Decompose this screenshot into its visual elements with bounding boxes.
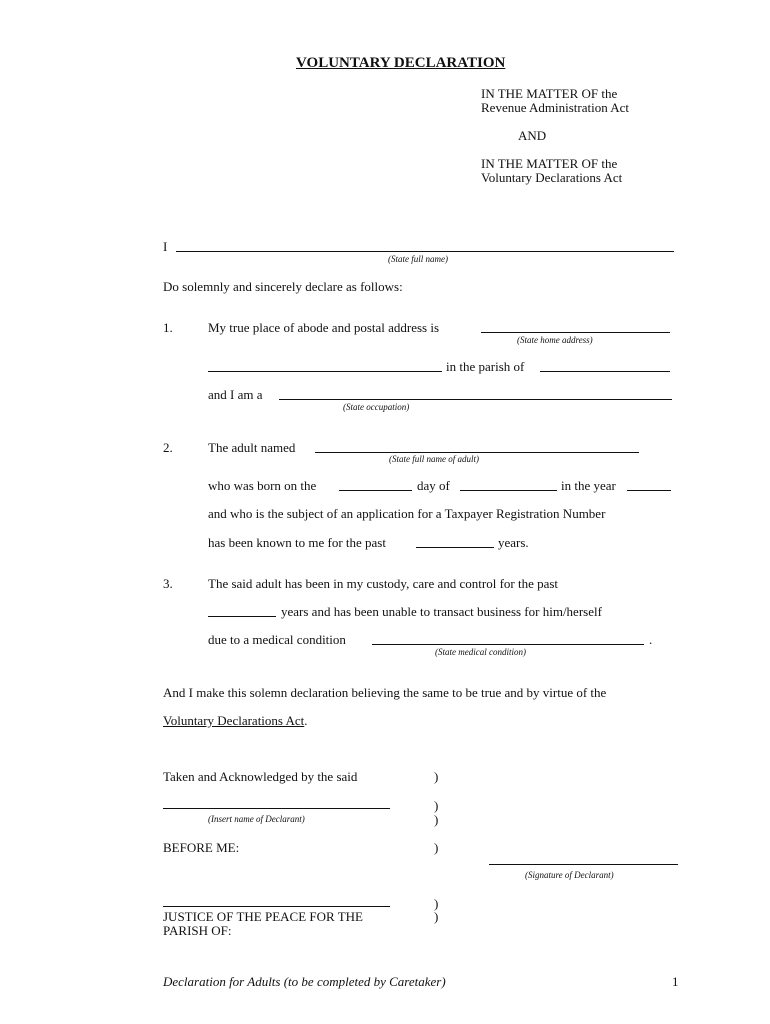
signature-caption: (Signature of Declarant): [525, 870, 614, 880]
declare-text: Do solemnly and sincerely declare as follows:: [163, 279, 403, 294]
full-name-caption: (State full name): [388, 254, 448, 264]
paren-6: ): [434, 909, 439, 924]
address-line-2-field[interactable]: [208, 371, 442, 372]
adult-named-label: The adult named: [208, 440, 296, 455]
known-label: has been known to me for the past: [208, 535, 386, 550]
declarant-name-field[interactable]: [163, 808, 390, 809]
declarant-name-caption: (Insert name of Declarant): [208, 814, 305, 824]
closing-act-line: [163, 714, 308, 727]
medical-label: due to a medical condition: [208, 632, 346, 647]
medical-condition-field[interactable]: [372, 644, 644, 645]
page-title: VOLUNTARY DECLARATION: [296, 55, 506, 71]
matter-line-2: Revenue Administration Act: [481, 100, 630, 115]
jp-signature-field[interactable]: [163, 906, 390, 907]
home-address-field[interactable]: [481, 332, 670, 333]
parish-field[interactable]: [540, 371, 670, 372]
matter-line-4: Voluntary Declarations Act: [481, 170, 623, 185]
iam-label: and I am a: [208, 387, 263, 402]
adult-name-field[interactable]: [315, 452, 639, 453]
birth-year-field[interactable]: [627, 490, 671, 491]
parish-label: in the parish of: [446, 359, 525, 374]
item-1-text: My true place of abode and postal address is: [208, 320, 440, 335]
matter-line-1: IN THE MATTER OF the: [481, 86, 618, 101]
paren-4: ): [434, 840, 439, 855]
paren-2: ): [434, 798, 439, 813]
birth-month-field[interactable]: [460, 490, 557, 491]
jp-line-2: PARISH OF:: [163, 923, 232, 938]
matter-and: AND: [518, 128, 547, 143]
occupation-caption: (State occupation): [343, 402, 410, 412]
home-address-caption: (State home address): [517, 335, 593, 345]
years-known-field[interactable]: [416, 547, 494, 548]
intro-i: I: [163, 239, 168, 254]
subject-text: and who is the subject of an application for a Taxpayer Registration Number: [208, 506, 606, 521]
paren-3: ): [434, 812, 439, 827]
birth-day-field[interactable]: [339, 490, 412, 491]
page-number: 1: [672, 974, 679, 989]
item-2-number: 2.: [163, 440, 173, 455]
full-name-field[interactable]: [176, 251, 674, 252]
item-1-number: 1.: [163, 320, 173, 335]
in-year-label: in the year: [561, 478, 616, 493]
closing-line: And I make this solemn declaration believing the same to be true and by virtue of the: [163, 685, 607, 700]
declarant-signature-field[interactable]: [489, 864, 678, 865]
matter-line-3: IN THE MATTER OF the: [481, 156, 618, 171]
adult-name-caption: (State full name of adult): [389, 454, 479, 464]
unable-text: years and has been unable to transact business for him/herself: [281, 604, 602, 619]
before-me: BEFORE ME:: [163, 840, 240, 855]
paren-1: ): [434, 769, 439, 784]
closing-period: .: [304, 713, 308, 728]
custody-years-field[interactable]: [208, 616, 276, 617]
medical-period: .: [649, 632, 653, 647]
medical-caption: (State medical condition): [435, 647, 526, 657]
taken-text: Taken and Acknowledged by the said: [163, 769, 358, 784]
born-on-label: who was born on the: [208, 478, 317, 493]
custody-text: The said adult has been in my custody, care and control for the past: [208, 576, 559, 591]
paren-5: ): [434, 896, 439, 911]
occupation-field[interactable]: [279, 399, 672, 400]
closing-act: Voluntary Declarations Act: [163, 713, 305, 728]
item-3-number: 3.: [163, 576, 173, 591]
jp-line-1: JUSTICE OF THE PEACE FOR THE: [163, 909, 363, 924]
day-of-label: day of: [417, 478, 450, 493]
years-label: years.: [498, 535, 529, 550]
footer-text: Declaration for Adults (to be completed by Caretaker): [163, 974, 446, 989]
